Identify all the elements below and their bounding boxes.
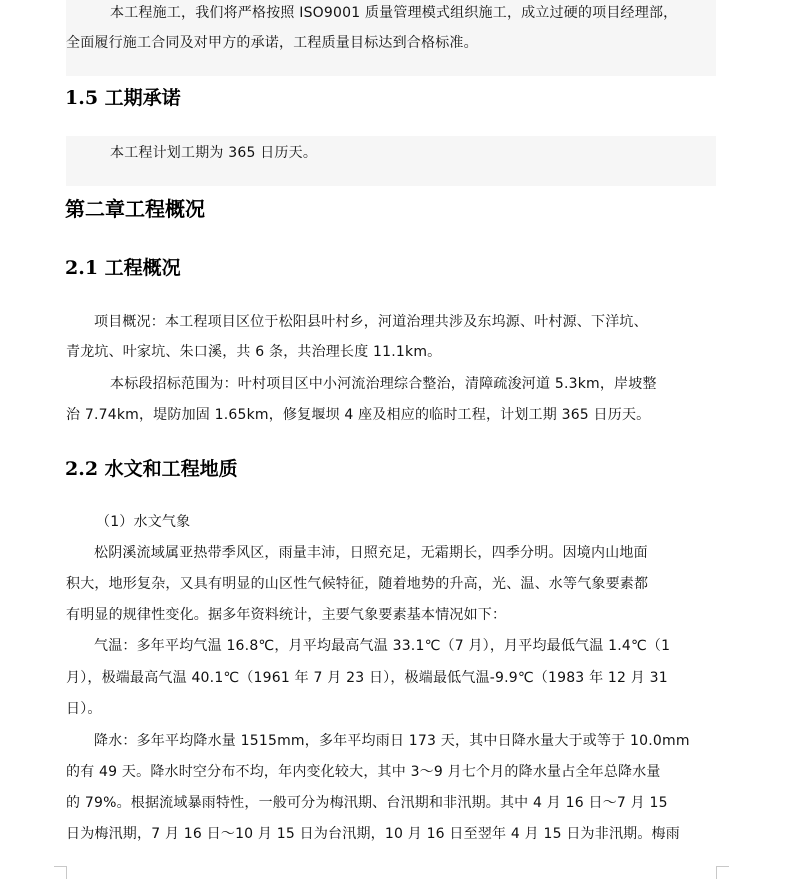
overview-paragraph-line: 青龙坑、叶家坑、朱口溪，共 6 条，共治理长度 11.1km。: [66, 344, 442, 360]
quality-paragraph-line: 全面履行施工合同及对甲方的承诺，工程质量目标达到合格标准。: [66, 35, 478, 51]
rainfall-paragraph-line: 日为梅汛期，7 月 16 日～10 月 15 日为台汛期，10 月 16 日至翌年 4 月 15 日为非汛期。梅雨: [66, 826, 680, 842]
section-heading-2-2: 2.2 水文和工程地质: [65, 458, 238, 480]
temperature-paragraph-line: 日）。: [66, 701, 102, 717]
rainfall-paragraph-line: 降水：多年平均降水量 1515mm，多年平均雨日 173 天，其中日降水量大于或等于 10.0mm: [94, 733, 690, 749]
climate-paragraph-line: 松阴溪流域属亚热带季风区，雨量丰沛，日照充足，无霜期长，四季分明。因境内山地面: [94, 545, 648, 561]
climate-paragraph-line: 积大，地形复杂，又具有明显的山区性气候特征，随着地势的升高，光、温、水等气象要素都: [66, 576, 649, 592]
overview-paragraph-line: 项目概况：本工程项目区位于松阳县叶村乡，河道治理共涉及东坞源、叶村源、下洋坑、: [94, 314, 648, 330]
scope-paragraph-line: 治 7.74km，堤防加固 1.65km，修复堰坝 4 座及相应的临时工程，计划工期 365 日历天。: [66, 407, 651, 423]
page-corner-mark-left: [54, 866, 67, 879]
climate-paragraph-line: 有明显的规律性变化。据多年资料统计，主要气象要素基本情况如下：: [66, 607, 507, 623]
section-heading-2-1: 2.1 工程概况: [65, 257, 181, 279]
temperature-paragraph-line: 气温：多年平均气温 16.8℃，月平均最高气温 33.1℃（7 月），月平均最低气温 1.4℃（1: [94, 638, 671, 654]
section-heading-1-5: 1.5 工期承诺: [65, 87, 181, 109]
temperature-paragraph-line: 月），极端最高气温 40.1℃（1961 年 7 月 23 日），极端最低气温-9.9℃（1983 年 12 月 31: [66, 670, 668, 686]
rainfall-paragraph-line: 的 79%。根据流域暴雨特性，一般可分为梅汛期、台汛期和非汛期。其中 4 月 16 日～7 月 15: [66, 795, 668, 811]
scope-paragraph-line: 本标段招标范围为：叶村项目区中小河流治理综合整治，清障疏浚河道 5.3km，岸坡整: [110, 376, 657, 392]
chapter-heading-2: 第二章工程概况: [65, 197, 205, 221]
page-corner-mark-right: [716, 866, 729, 879]
quality-paragraph-line: 本工程施工，我们将严格按照 ISO9001 质量管理模式组织施工，成立过硬的项目经理部，: [110, 5, 678, 21]
rainfall-paragraph-line: 的有 49 天。降水时空分布不均，年内变化较大，其中 3～9 月七个月的降水量占全年总降水量: [66, 764, 661, 780]
hydrology-subheading: （1）水文气象: [96, 514, 191, 530]
schedule-paragraph-line: 本工程计划工期为 365 日历天。: [110, 145, 318, 161]
